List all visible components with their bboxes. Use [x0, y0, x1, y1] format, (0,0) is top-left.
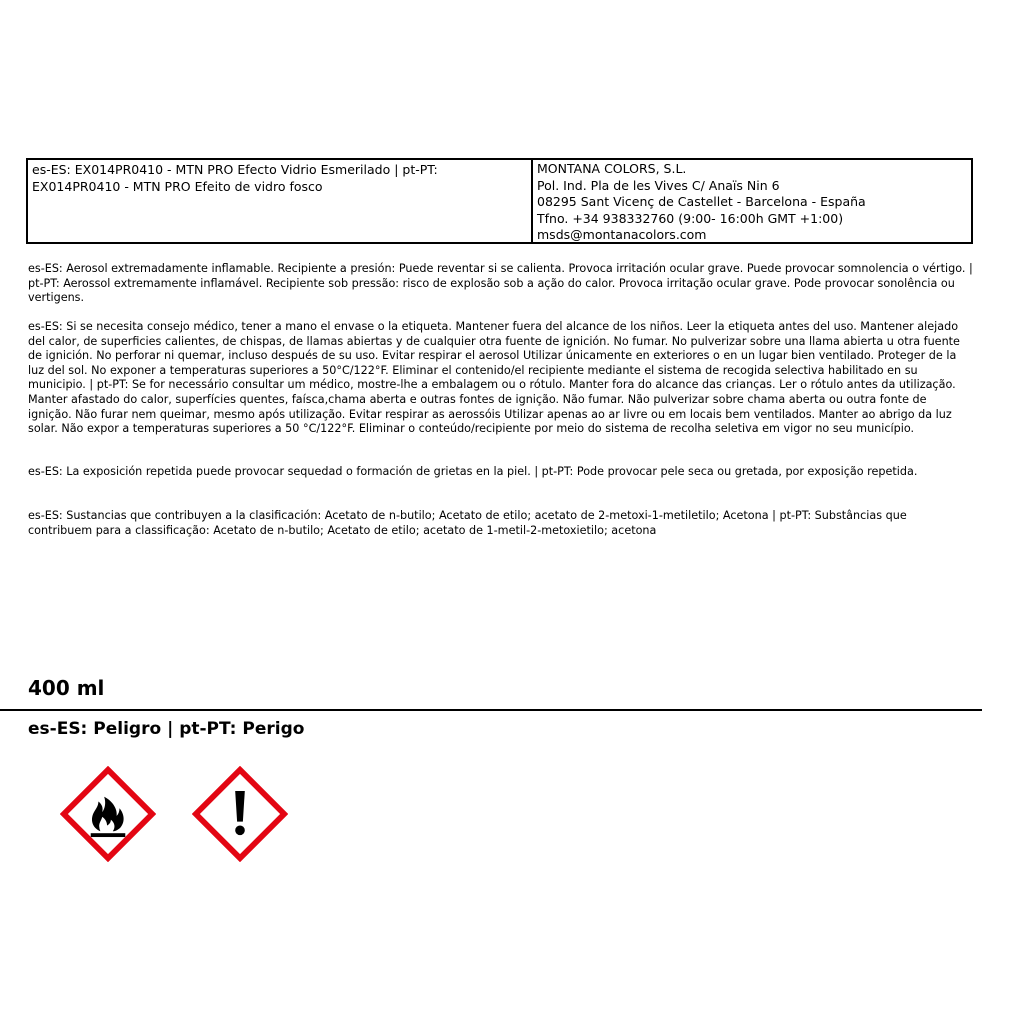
- supplier-name: MONTANA COLORS, S.L.: [537, 161, 687, 176]
- supplier-email: msds@montanacolors.com: [537, 227, 707, 242]
- precautionary-statements: es-ES: Si se necesita consejo médico, tener a mano el envase o la etiqueta. Mantener fuera del alcance de los niños. Leer la etiqueta antes del uso. Mantener alejado del calor, de superficies calientes, de chispas, de llamas abiertas y de cualquier otra fuente de ignición. No fumar. No pulverizar sobre una llama abierta u otra fuente de ignición. No perforar ni quemar, incluso después de su uso. Evitar respirar el aerosol Utilizar únicamente en exteriores o en un lugar bien ventilado. Proteger de la luz del sol. No exponer a temperaturas superiores a 50°C/122°F. Eliminar el contenido/el recipiente mediante el sistema de recogida selectiva habilitado en su municipio. | pt-PT: Se for necessário consultar um médico, mostre-lhe a embalagem ou o rótulo. Manter fora do alcance das crianças. Ler o rótulo antes da utilização. Manter afastado do calor, superfícies quentes, faísca,chama aberta e outras fontes de ignição. Não fumar. Não pulverizar sobre chama aberta ou outra fonte de ignição. Não furar nem queimar, mesmo após utilização. Evitar respirar as aerossóis Utilizar apenas ao ar livre ou em locais bem ventilados. Manter ao abrigo da luz solar. Não expor a temperaturas superiores a 50 °C/122°F. Eliminar o conteúdo/recipiente por meio do sistema de recolha seletiva em vigor no seu município.: [28, 320, 960, 436]
- signal-word: es-ES: Peligro | pt-PT: Perigo: [28, 719, 305, 739]
- volume-label: 400 ml: [28, 676, 105, 700]
- hazard-statements: es-ES: Aerosol extremadamente inflamable. Recipiente a presión: Puede reventar si se calienta. Provoca irritación ocular grave. Puede provocar somnolencia o vértigo. | pt-PT: Aerossol extremamente inflamável. Recipiente sob pressão: risco de explosão sob a ação do calor. Provoca irritação ocular grave. Pode provocar sonolência ou vertigens.: [28, 262, 973, 305]
- identification-table: [26, 158, 973, 244]
- ghs02-flame-icon: [60, 766, 156, 862]
- supplier-city: 08295 Sant Vicenç de Castellet - Barcelona - España: [537, 194, 866, 209]
- supplier-address: Pol. Ind. Pla de les Vives C/ Anaïs Nin 6: [537, 177, 780, 193]
- divider: [0, 709, 982, 711]
- supplier-details: [533, 160, 971, 242]
- supplemental-info: es-ES: La exposición repetida puede provocar sequedad o formación de grietas en la piel. | pt-PT: Pode provocar pele seca ou gretada, por exposição repetida.: [28, 465, 918, 478]
- supplier-phone: Tfno. +34 938332760 (9:00- 16:00h GMT +1:00): [537, 210, 844, 226]
- ghs07-exclamation-icon: [192, 766, 288, 862]
- product-identifier: es-ES: EX014PR0410 - MTN PRO Efecto Vidrio Esmerilado | pt-PT: EX014PR0410 - MTN PRO Efeito de vidro fosco: [28, 160, 533, 242]
- classification-substances: es-ES: Sustancias que contribuyen a la clasificación: Acetato de n-butilo; Acetato de etilo; acetato de 2-metoxi-1-metiletilo; Acetona | pt-PT: Substâncias que contribuem para a classificação: Acetato de n-butilo; Acetato de etilo; acetato de 1-metil-2-metoxietilo; acetona: [28, 509, 907, 537]
